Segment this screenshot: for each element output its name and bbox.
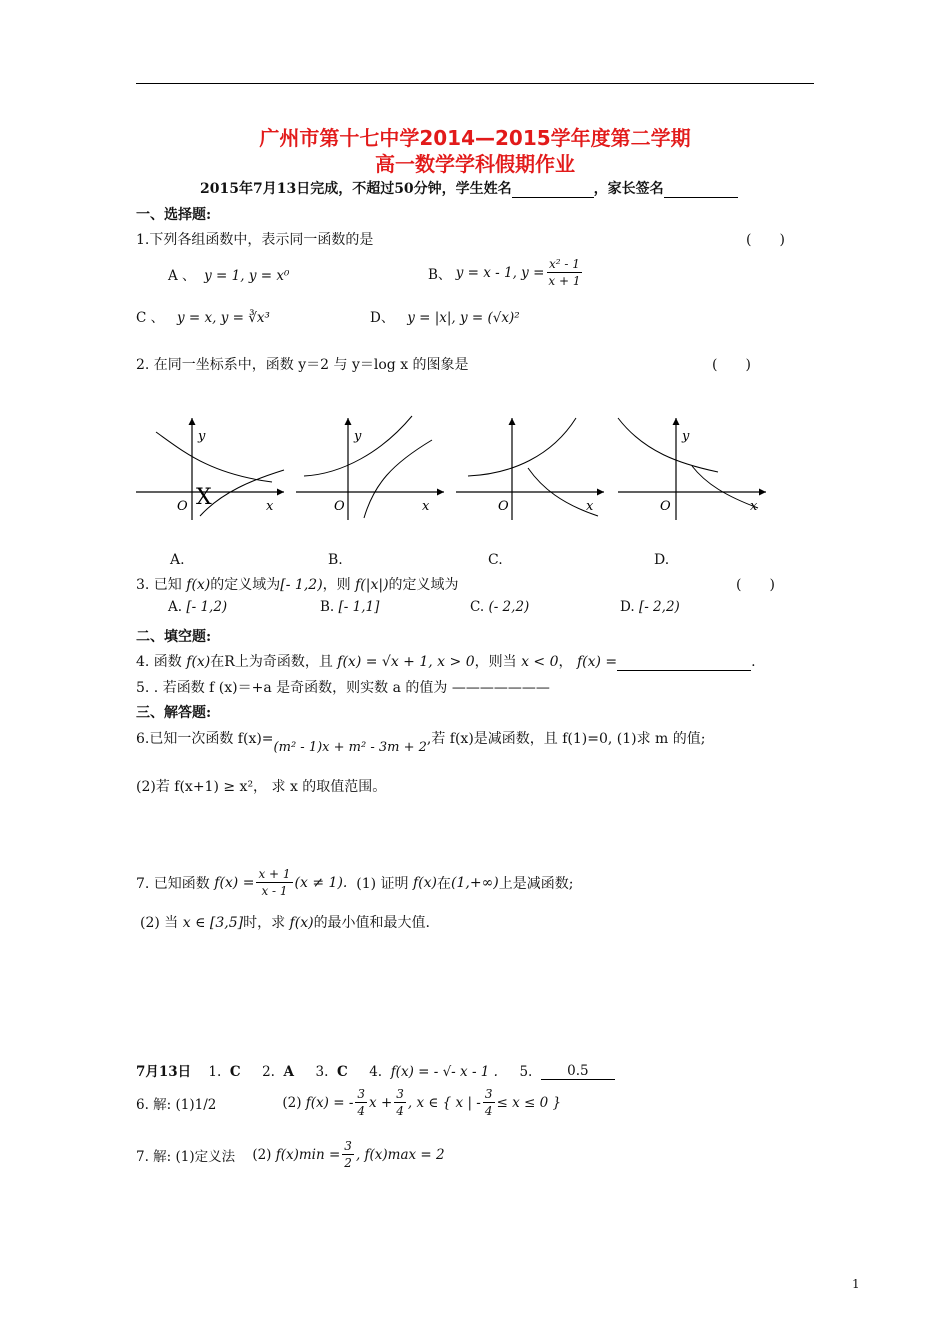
graph-b-label: B.: [328, 552, 343, 568]
q3-option-b: B. [- 1,1]: [320, 599, 380, 615]
q3-option-d: D. [- 2,2): [620, 599, 680, 615]
q1-answer-paren: ( ): [746, 232, 785, 248]
q3-option-a: A. [- 1,2): [168, 599, 228, 615]
q3-answer-paren: ( ): [736, 577, 775, 593]
section-fill: 二、填空题:: [136, 629, 212, 645]
q7-fraction: $\frac{x + 1}{x - 1}$: [258, 867, 291, 898]
q5-stem: 5. . 若函数 f (x)＝+a 是奇函数，则实数 a 的值为 ———————: [136, 680, 550, 696]
q2-answer-paren: ( ): [712, 357, 751, 373]
graph-a-y-label: y: [198, 429, 206, 444]
q1-stem: 1.下列各组函数中，表示同一函数的是: [136, 232, 374, 248]
q1-b-fraction: $\frac{\text{x² - 1}}{x + 1}$: [548, 257, 581, 288]
section-choice: 一、选择题:: [136, 207, 212, 223]
q3-stem: 3. 已知 f(x)的定义域为[- 1,2)，则 f(|x|)的定义域为: [136, 577, 459, 593]
q6-line1: 6.已知一次函数 f(x)=(m² - 1)x + m² - 3m + 2,若 f(x)是减函数，且 f(1)=0, (1)求 m 的值;: [136, 731, 706, 755]
answer-line-1: 7月13日 1. C 2. A 3. C 4. f(x) = - √- x - 1 . 5. 0.5: [136, 1060, 615, 1080]
doc-title: 广州市第十七中学2014—2015学年度第二学期: [259, 126, 691, 150]
completion-line: 2015年7月13日完成，不超过50分钟，学生姓名 ，家长签名: [200, 178, 738, 198]
graph-c-origin: O: [498, 499, 509, 514]
q6-line2: (2)若 f(x+1) ≥ x²， 求 x 的取值范围。: [136, 779, 387, 795]
top-rule: [136, 83, 814, 84]
graph-b-origin: O: [334, 499, 345, 514]
answer-line-7: 7. 解: (1)定义法 (2) f(x)min = $\frac{3}{2}$ , f(x)max = 2: [136, 1139, 445, 1170]
q1-option-d: D、 y = |x|, y = (√x)²: [370, 310, 520, 326]
graph-a: [132, 412, 292, 522]
section-solve: 三、解答题:: [136, 705, 212, 721]
graph-c-x-label: x: [586, 499, 594, 514]
graph-a-x-label: x: [266, 499, 274, 514]
q1-option-c: C 、 y = x, y = ∛x³: [136, 310, 270, 326]
answer-line-6: 6. 解: (1)1/2 (2) f(x) = - $\frac{3}{4}$ x + $\frac{3}{4}$ , x ∈ { x | - $\frac{3}{4}$ ≤ x ≤ 0 }: [136, 1087, 562, 1118]
q2-stem: 2. 在同一坐标系中，函数 y＝2 与 y＝log x 的图象是: [136, 357, 469, 373]
graph-d: [614, 412, 774, 522]
page-number: 1: [852, 1277, 860, 1291]
graph-d-origin: O: [660, 499, 671, 514]
graph-d-x-label: x: [750, 499, 758, 514]
parent-signature-blank[interactable]: [664, 197, 738, 198]
graph-a-origin: O: [177, 499, 188, 514]
q4-answer-blank[interactable]: [617, 670, 751, 671]
q4-stem: 4. 函数 f(x)在R上为奇函数，且 f(x) = √x + 1, x > 0，则当 x < 0， f(x) = .: [136, 654, 756, 670]
graph-c-label: C.: [488, 552, 503, 568]
doc-subtitle: 高一数学学科假期作业: [375, 152, 575, 176]
graph-d-y-label: y: [682, 429, 690, 444]
q7-line1: 7. 已知函数 f(x) = $\frac{x + 1}{x - 1}$ (x ≠ 1). (1) 证明 f(x) 在 (1,+∞) 上是减函数;: [136, 867, 574, 898]
q3-option-c: C. (- 2,2): [470, 599, 530, 615]
graph-b: [292, 412, 452, 522]
graph-a-label: A.: [170, 552, 185, 568]
q7-line2: (2) 当 x ∈ [3,5]时，求 f(x)的最小值和最大值.: [140, 915, 431, 931]
graph-d-label: D.: [654, 552, 670, 568]
graph-b-x-label: x: [422, 499, 430, 514]
student-name-blank[interactable]: [512, 197, 594, 198]
graph-c: [452, 412, 612, 522]
q1-option-a: A 、 y = 1, y = x⁰: [168, 268, 290, 284]
graph-b-y-label: y: [354, 429, 362, 444]
q1-option-b: B、 y = x - 1, y = $\frac{\text{x² - 1}}{x + 1}$: [428, 257, 581, 288]
graph-a-handwritten-mark: X: [196, 485, 212, 510]
